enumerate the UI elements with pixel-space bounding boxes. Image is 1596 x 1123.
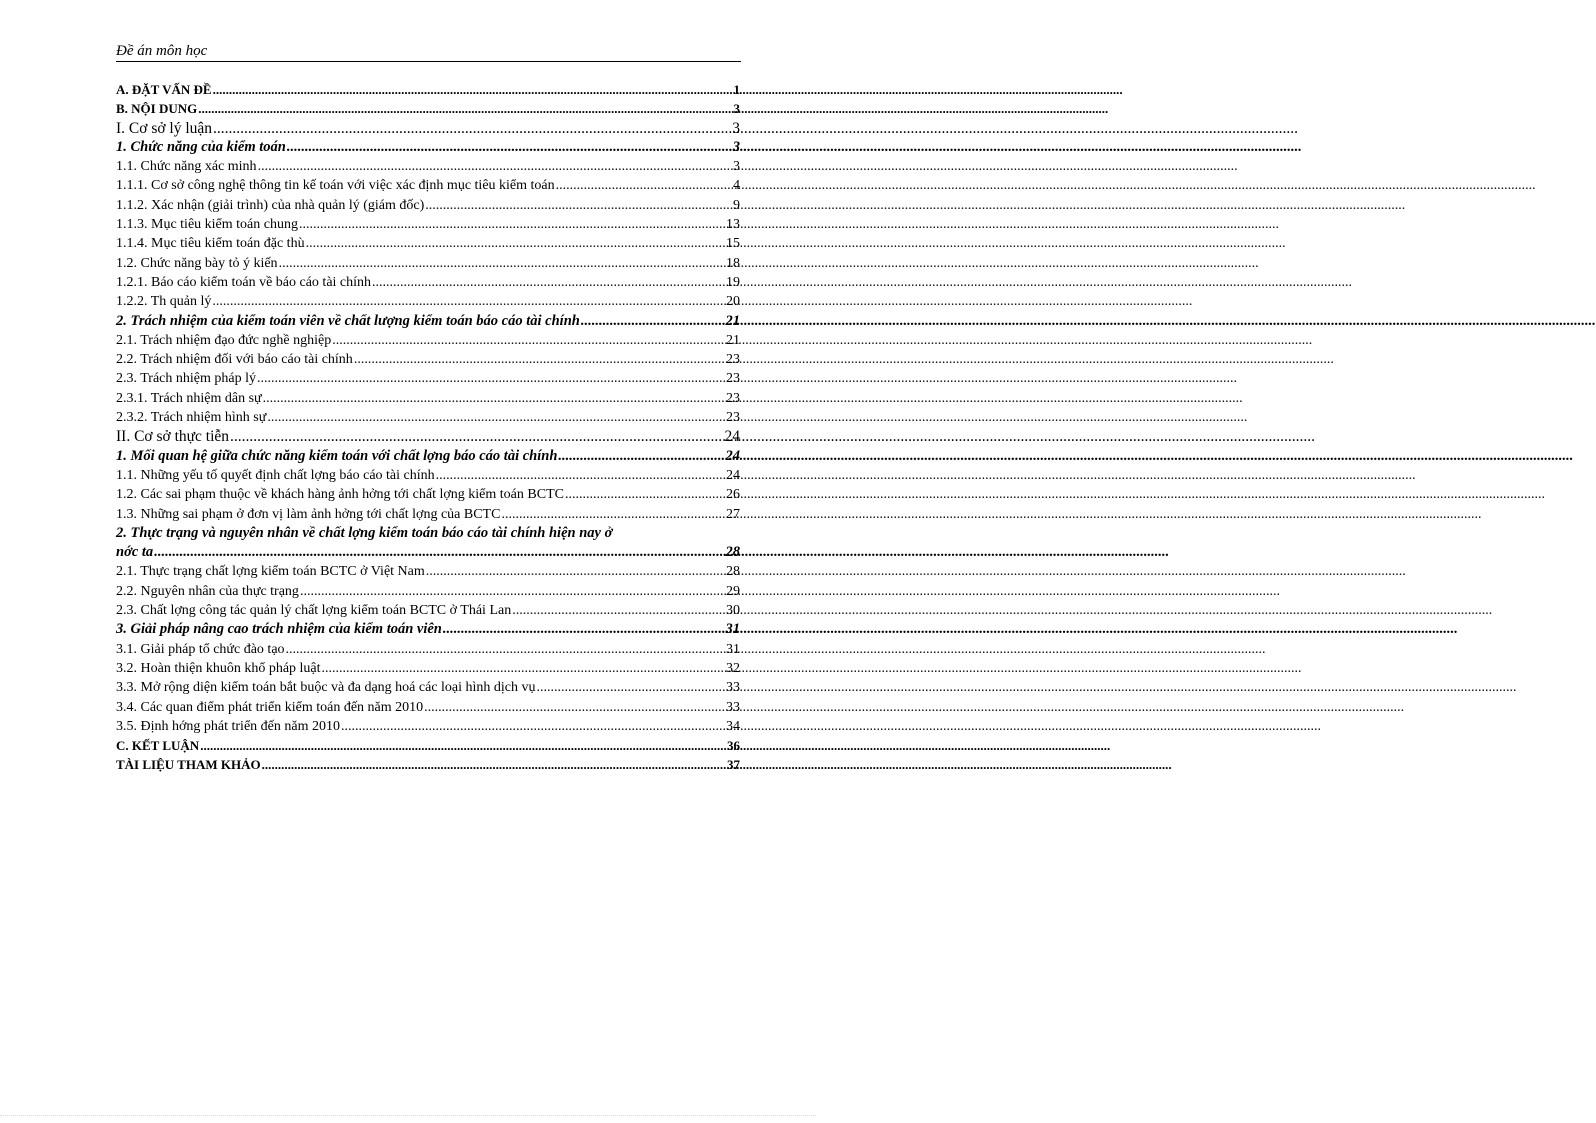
toc-entry[interactable] xyxy=(116,485,740,504)
dot-leader xyxy=(212,80,722,99)
page-bottom-border xyxy=(0,1115,816,1117)
toc-entry[interactable] xyxy=(116,524,740,563)
dot-leader xyxy=(555,176,722,195)
toc-entry-title: 2.3. Chất lợng công tác quản lý chất lợng kiểm toán BCTC ở Thái Lan xyxy=(116,603,512,619)
dot-leader xyxy=(199,736,722,755)
document-title: Đề án môn học xyxy=(116,43,208,59)
toc-entry-title: C. KẾT LUẬN xyxy=(116,738,200,754)
toc-entry[interactable] xyxy=(116,99,740,118)
dot-leader xyxy=(197,99,722,118)
toc-entry-title: TÀI LIỆU THAM KHẢO xyxy=(116,757,261,773)
toc-entry-title: 3.5. Định hớng phát triển đến năm 2010 xyxy=(116,718,340,734)
toc-page-number: 37 xyxy=(727,757,740,773)
toc-entry-title: 1. Chức năng của kiểm toán xyxy=(116,138,286,155)
toc-entry[interactable] xyxy=(116,640,740,659)
toc-entry-title: 1.2. Chức năng bày tỏ ý kiến xyxy=(116,255,278,271)
toc-entry-title: 1. Mối quan hệ giữa chức năng kiểm toán với chất lợng báo cáo tài chính xyxy=(116,447,558,464)
dot-leader xyxy=(371,273,722,292)
toc-page-number: 24 xyxy=(724,428,740,446)
dot-leader xyxy=(511,601,722,620)
toc-entry-title: 2. Trách nhiệm của kiểm toán viên về chất lượng kiểm toán báo cáo tài chính xyxy=(116,312,580,329)
toc-entry[interactable] xyxy=(116,369,740,388)
dot-leader xyxy=(262,389,722,408)
toc-page-number: 23 xyxy=(726,410,740,426)
toc-entry[interactable] xyxy=(116,350,740,369)
toc-page-number: 21 xyxy=(726,332,740,348)
dot-leader xyxy=(340,717,722,736)
toc-entry-title: 2.3.2. Trách nhiệm hình sự xyxy=(116,410,267,426)
toc-entry-title: 2.3.1. Trách nhiệm dân sự xyxy=(116,390,262,406)
toc-entry[interactable] xyxy=(116,408,740,427)
dot-leader xyxy=(261,755,722,774)
toc-entry-title: 1.2.2. Th quản lý xyxy=(116,294,212,310)
toc-entry-title: 3.1. Giải pháp tổ chức đào tạo xyxy=(116,641,285,657)
toc-entry[interactable] xyxy=(116,427,740,446)
toc-page-number: 24 xyxy=(726,467,740,483)
dot-leader xyxy=(500,505,722,524)
toc-page-number: 31 xyxy=(726,641,740,657)
toc-entry-title: 2.1. Thực trạng chất lợng kiểm toán BCTC ở Việt Nam xyxy=(116,564,425,580)
toc-page-number: 23 xyxy=(726,352,740,368)
toc-entry-title: 2.3. Trách nhiệm pháp lý xyxy=(116,371,256,387)
toc-entry[interactable] xyxy=(116,312,740,331)
dot-leader xyxy=(211,292,722,311)
toc-entry[interactable] xyxy=(116,447,740,466)
toc-entry-title: 3.2. Hoàn thiện khuôn khổ pháp luật xyxy=(116,660,321,676)
toc-page-number: 33 xyxy=(726,699,740,715)
toc-entry-title: 3. Giải pháp nâng cao trách nhiệm của kiểm toán viên xyxy=(116,621,442,638)
toc-page-number: 30 xyxy=(726,603,740,619)
toc-page-number: 28 xyxy=(726,564,740,580)
toc-entry-title: 1.1. Chức năng xác minh xyxy=(116,159,257,175)
dot-leader xyxy=(331,331,722,350)
toc-entry-title: 1.2.1. Báo cáo kiểm toán về báo cáo tài chính xyxy=(116,274,372,290)
toc-entry[interactable] xyxy=(116,234,740,253)
toc-page-number: 21 xyxy=(725,312,740,329)
toc-entry-title: 2. Thực trạng và nguyên nhân về chất lợng kiểm toán báo cáo tài chính hiện nay ở xyxy=(116,524,613,541)
toc-entry[interactable] xyxy=(116,138,740,157)
dot-leader xyxy=(580,312,722,331)
toc-entry-title: B. NỘI DUNG xyxy=(116,101,198,117)
dot-leader xyxy=(256,369,722,388)
toc-entry[interactable] xyxy=(116,176,740,195)
toc-entry-title: 1.2. Các sai phạm thuộc về khách hàng ảnh hởng tới chất lợng kiểm toán BCTC xyxy=(116,487,564,503)
toc-entry[interactable] xyxy=(116,389,740,408)
toc-page-number: 26 xyxy=(726,487,740,503)
toc-page-number: 36 xyxy=(727,738,740,754)
dot-leader xyxy=(212,119,722,138)
toc-entry-title: 1.1.1. Cơ sở công nghệ thông tin kế toán với việc xác định mục tiêu kiểm toán xyxy=(116,178,555,194)
toc-entry-title: I. Cơ sở lý luận xyxy=(116,119,213,137)
toc-page-number: 24 xyxy=(725,447,740,464)
dot-leader xyxy=(257,157,722,176)
dot-leader xyxy=(229,427,722,446)
toc-entry[interactable] xyxy=(116,620,740,639)
toc-entry[interactable] xyxy=(116,215,740,234)
toc-entry[interactable] xyxy=(116,755,740,774)
dot-leader xyxy=(278,254,722,273)
toc-entry-title-continued: nớc ta xyxy=(116,544,154,561)
toc-entry[interactable] xyxy=(116,582,740,601)
toc-entry-title: 1.3. Những sai phạm ở đơn vị làm ảnh hởng tới chất lợng của BCTC xyxy=(116,506,501,522)
toc-entry[interactable] xyxy=(116,273,740,292)
toc-page-number: 15 xyxy=(726,236,740,252)
toc-entry[interactable] xyxy=(116,505,740,524)
toc-entry-title: II. Cơ sở thực tiễn xyxy=(116,428,230,446)
toc-entry-title: 3.3. Mở rộng diện kiểm toán bắt buộc và đa dạng hoá các loại hình dịch vụ xyxy=(116,680,536,696)
dot-leader xyxy=(353,350,722,369)
toc-page-number: 13 xyxy=(726,217,740,233)
toc-entry[interactable] xyxy=(116,659,740,678)
toc-entry[interactable] xyxy=(116,331,740,350)
toc-entry-title: 1.1.3. Mục tiêu kiểm toán chung xyxy=(116,217,298,233)
toc-page-number: 23 xyxy=(726,390,740,406)
dot-leader xyxy=(442,620,722,639)
toc-entry[interactable] xyxy=(116,80,740,99)
dot-leader xyxy=(298,215,722,234)
dot-leader xyxy=(266,408,722,427)
toc-page-number: 28 xyxy=(725,544,740,561)
dot-leader xyxy=(423,698,722,717)
toc-page-number: 27 xyxy=(726,506,740,522)
dot-leader xyxy=(286,138,722,157)
toc-entry[interactable] xyxy=(116,717,740,736)
dot-leader xyxy=(285,640,722,659)
toc-page-number: 3 xyxy=(732,119,740,137)
dot-leader xyxy=(557,447,722,466)
dot-leader xyxy=(425,562,722,581)
dot-leader xyxy=(564,485,722,504)
toc-page-number: 34 xyxy=(726,718,740,734)
dot-leader xyxy=(536,678,722,697)
toc-entry[interactable] xyxy=(116,119,740,138)
toc-entry-title: 1.1.4. Mục tiêu kiểm toán đặc thù xyxy=(116,236,305,252)
toc-page-number: 32 xyxy=(726,660,740,676)
toc-entry[interactable] xyxy=(116,562,740,581)
toc-entry-title: 2.2. Trách nhiệm đối với báo cáo tài chính xyxy=(116,352,353,368)
toc-page-number: 4 xyxy=(733,178,740,194)
toc-page-number: 1 xyxy=(733,82,740,97)
toc-entry-title: 2.2. Nguyên nhân của thực trạng xyxy=(116,583,299,599)
toc-entry[interactable] xyxy=(116,292,740,311)
toc-page-number: 19 xyxy=(726,274,740,290)
page-header xyxy=(116,43,741,62)
dot-leader xyxy=(424,196,722,215)
toc-entry-title: 1.1. Những yếu tố quyết định chất lợng báo cáo tài chính xyxy=(116,467,435,483)
toc-page-number: 20 xyxy=(726,294,740,310)
toc-entry[interactable] xyxy=(116,601,740,620)
dot-leader xyxy=(299,582,722,601)
toc-page-number: 3 xyxy=(733,101,740,117)
toc-page-number: 3 xyxy=(732,138,740,155)
dot-leader xyxy=(153,543,722,562)
toc-entry[interactable] xyxy=(116,466,740,485)
toc-entry[interactable] xyxy=(116,736,740,755)
toc-entry[interactable] xyxy=(116,157,740,176)
toc-page-number: 3 xyxy=(733,159,740,175)
toc-page-number: 31 xyxy=(725,621,740,638)
toc-entry-title: 3.4. Các quan điểm phát triển kiểm toán đến năm 2010 xyxy=(116,699,424,715)
toc-page-number: 33 xyxy=(726,680,740,696)
dot-leader xyxy=(321,659,722,678)
toc-entry[interactable] xyxy=(116,698,740,717)
dot-leader xyxy=(435,466,722,485)
toc-entry-title: 2.1. Trách nhiệm đạo đức nghề nghiệp xyxy=(116,332,332,348)
toc-page-number: 29 xyxy=(726,583,740,599)
toc-page-number: 18 xyxy=(726,255,740,271)
dot-leader xyxy=(305,234,722,253)
toc-page-number: 23 xyxy=(726,371,740,387)
toc-entry-title: A. ĐẶT VẤN ĐỀ xyxy=(116,82,212,97)
toc-entry[interactable] xyxy=(116,678,740,697)
toc-entry-title: 1.1.2. Xác nhận (giải trình) của nhà quản lý (giám đốc) xyxy=(116,197,425,213)
table-of-contents xyxy=(116,80,740,775)
toc-entry[interactable] xyxy=(116,196,740,215)
toc-entry[interactable] xyxy=(116,254,740,273)
toc-page-number: 9 xyxy=(733,197,740,213)
